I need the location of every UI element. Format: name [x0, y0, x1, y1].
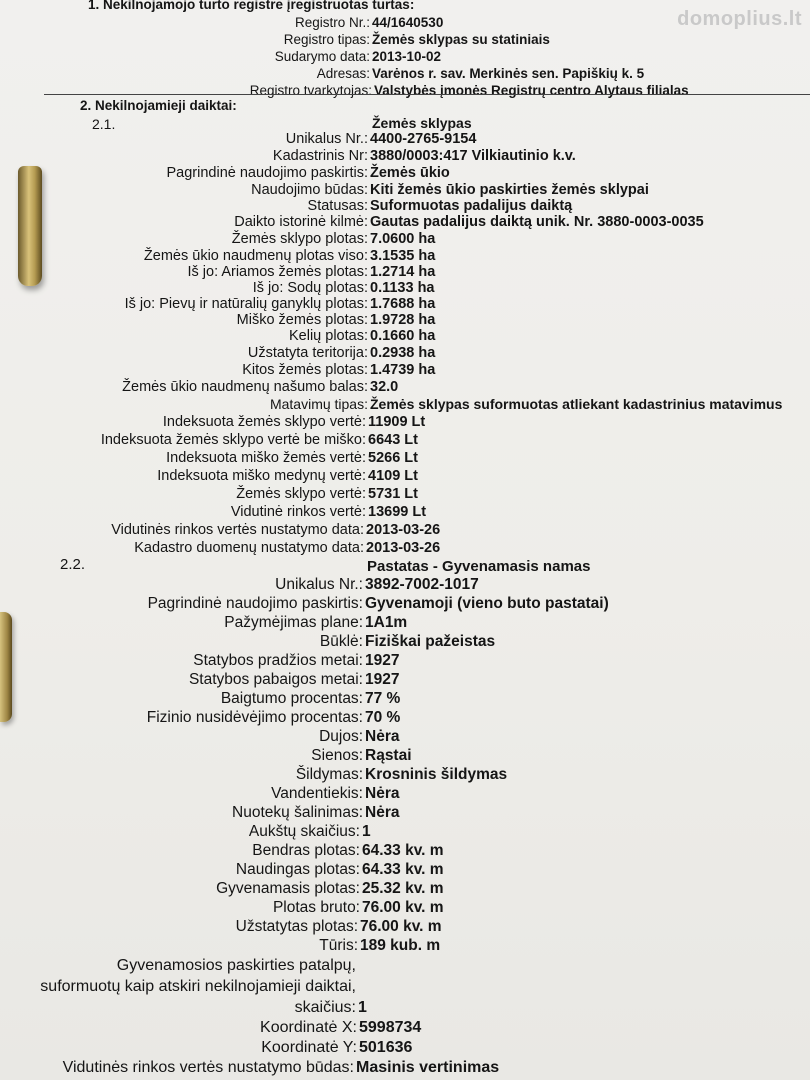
land-row — [0, 378, 810, 396]
land-row — [0, 327, 810, 345]
row-value: 76.00 kv. m — [362, 899, 444, 916]
building-row — [0, 575, 810, 594]
premises-line-2: suformuotų kaip atskiri nekilnojamieji daiktai, — [40, 978, 356, 995]
row-label: Nuotekų šalinimas: — [232, 804, 363, 821]
row-value: Krosninis šildymas — [365, 766, 508, 783]
row-label: Registro tvarkytojas: — [249, 83, 372, 98]
land-row — [0, 539, 810, 557]
row-value: 4400-2765-9154 — [370, 131, 477, 147]
row-label: Iš jo: Sodų plotas: — [252, 280, 368, 296]
row-label: Kadastro duomenų nustatymo data: — [134, 540, 364, 556]
watermark: domoplius.lt — [677, 8, 802, 30]
row-value: 1.7688 ha — [370, 296, 436, 312]
row-label: Koordinatė X: — [260, 1019, 357, 1036]
premises-line-1: Gyvenamosios paskirties patalpų, — [116, 957, 356, 974]
row-label: Kelių plotas: — [289, 328, 368, 344]
item-number: 2.2. — [60, 556, 86, 573]
row-label: Gyvenamasis plotas: — [216, 880, 360, 897]
row-label: Indeksuota miško medynų vertė: — [157, 468, 366, 484]
row-label: Tūris: — [319, 937, 358, 954]
land-row — [0, 147, 810, 165]
row-value: 64.33 kv. m — [362, 861, 444, 878]
building-row — [0, 689, 810, 708]
row-label: Registro tipas: — [283, 32, 370, 47]
row-value: Varėnos r. sav. Merkinės sen. Papiškių k. 5 — [372, 66, 645, 81]
row-label: Aukštų skaičius: — [248, 823, 360, 840]
row-label: Būklė: — [319, 633, 363, 650]
row-label: Fizinio nusidėvėjimo procentas: — [146, 709, 363, 726]
land-row — [0, 361, 810, 379]
row-label: Statusas: — [307, 198, 368, 214]
row-label: Daikto istorinė kilmė: — [234, 214, 368, 230]
row-label: Sudarymo data: — [274, 49, 370, 64]
registry-row — [0, 48, 810, 65]
row-value: 32.0 — [370, 379, 399, 395]
row-label: Vidutinė rinkos vertė: — [230, 504, 366, 520]
building-row — [0, 670, 810, 689]
row-label: Žemės ūkio naudmenų našumo balas: — [122, 379, 368, 395]
row-label: Matavimų tipas: — [269, 396, 368, 412]
divider-line — [44, 94, 810, 95]
row-label: Dujos: — [319, 728, 363, 745]
row-label: Plotas bruto: — [272, 899, 360, 916]
registry-row — [0, 14, 810, 31]
row-value: Nėra — [365, 804, 400, 821]
row-label: Vidutinės rinkos vertės nustatymo būdas: — [62, 1059, 354, 1076]
land-row — [0, 413, 810, 431]
row-label: Statybos pabaigos metai: — [188, 671, 363, 688]
row-label: Baigtumo procentas: — [220, 690, 363, 707]
land-row — [0, 344, 810, 362]
row-label: Pažymėjimas plane: — [224, 614, 363, 631]
row-value: 501636 — [359, 1039, 413, 1056]
row-value: Fiziškai pažeistas — [365, 633, 496, 650]
row-value: 2013-10-02 — [372, 49, 442, 64]
row-value: 1927 — [365, 671, 400, 688]
row-value: 0.2938 ha — [370, 345, 436, 361]
row-label: Žemės sklypo vertė: — [236, 486, 366, 502]
building-row — [0, 594, 810, 613]
row-label: Registro Nr.: — [294, 15, 370, 30]
building-row — [0, 860, 810, 879]
row-label: Unikalus Nr.: — [275, 576, 363, 593]
land-row — [0, 467, 810, 485]
row-value: 11909 Lt — [368, 414, 426, 430]
land-row — [0, 521, 810, 539]
item-number: 2.1. — [92, 116, 116, 132]
item-heading: Pastatas - Gyvenamasis namas — [367, 558, 591, 575]
row-value: 25.32 kv. m — [362, 880, 444, 897]
land-row — [0, 213, 810, 231]
building-row — [0, 841, 810, 860]
row-value: 0.1133 ha — [370, 280, 435, 296]
building-row — [0, 879, 810, 898]
row-value: 1 — [358, 999, 367, 1016]
row-label: Užstatytas plotas: — [235, 918, 358, 935]
row-label: Kitos žemės plotas: — [242, 362, 368, 378]
building-row — [0, 917, 810, 936]
row-label: Užstatyta teritorija: — [247, 345, 368, 361]
row-value: Žemės ūkio — [370, 165, 450, 181]
row-value: 70 % — [365, 709, 401, 726]
row-value: Kiti žemės ūkio paskirties žemės sklypai — [370, 182, 649, 198]
row-label: Vandentiekis: — [271, 785, 363, 802]
building-row — [0, 936, 810, 955]
row-value: 6643 Lt — [368, 432, 418, 448]
building-row — [0, 708, 810, 727]
row-value: 1927 — [365, 652, 400, 669]
registry-row — [0, 82, 810, 99]
row-value: Masinis vertinimas — [356, 1059, 500, 1076]
row-label: Kadastrinis Nr: — [272, 148, 368, 164]
row-value: 7.0600 ha — [370, 231, 436, 247]
land-row — [0, 130, 810, 148]
building-row — [0, 803, 810, 822]
building-row — [0, 1017, 810, 1038]
row-value: Gautas padalijus daiktą unik. Nr. 3880-0003-0035 — [370, 214, 704, 230]
building-row — [0, 651, 810, 670]
row-label: Šildymas: — [295, 766, 363, 783]
row-label: Pagrindinė naudojimo paskirtis: — [147, 595, 363, 612]
row-label: Pagrindinė naudojimo paskirtis: — [166, 165, 368, 181]
row-value: 3880/0003:417 Vilkiautinio k.v. — [370, 148, 576, 164]
row-label: Žemės sklypo plotas: — [231, 231, 368, 247]
row-label: Koordinatė Y: — [261, 1039, 357, 1056]
row-label: Bendras plotas: — [252, 842, 360, 859]
row-value: 1A1m — [365, 614, 408, 631]
registry-row — [0, 31, 810, 48]
row-value: 3892-7002-1017 — [365, 576, 479, 593]
premises-count-row — [0, 997, 810, 1018]
building-row — [0, 632, 810, 651]
item-heading: Žemės sklypas — [372, 115, 472, 131]
building-row — [0, 784, 810, 803]
row-value: Nėra — [365, 785, 400, 802]
row-value: 2013-03-26 — [366, 522, 441, 538]
row-label: Vidutinės rinkos vertės nustatymo data: — [111, 522, 364, 538]
building-row — [0, 1037, 810, 1058]
row-label: Iš jo: Ariamos žemės plotas: — [187, 264, 368, 280]
section-1-title: 1. Nekilnojamojo turto registre įregistruotas turtas: — [88, 0, 415, 12]
building-row — [0, 898, 810, 917]
land-row — [0, 503, 810, 521]
building-row — [0, 746, 810, 765]
row-value: Žemės sklypas su statiniais — [372, 32, 550, 47]
row-value: 13699 Lt — [368, 504, 427, 520]
land-row — [0, 164, 810, 182]
land-row — [0, 449, 810, 467]
land-row — [0, 395, 810, 413]
row-label: Indeksuota žemės sklypo vertė: — [162, 414, 366, 430]
building-row — [0, 765, 810, 784]
row-value: Gyvenamoji (vieno buto pastatai) — [365, 595, 609, 612]
row-value: 2013-03-26 — [366, 540, 441, 556]
binder-clip — [18, 166, 42, 286]
land-row — [0, 485, 810, 503]
row-value: 77 % — [365, 690, 401, 707]
row-value: 64.33 kv. m — [362, 842, 444, 859]
row-label: Unikalus Nr.: — [285, 131, 368, 147]
row-value: 44/1640530 — [372, 15, 444, 30]
row-label: Naudojimo būdas: — [251, 182, 368, 198]
row-label: Miško žemės plotas: — [236, 312, 368, 328]
row-label: Statybos pradžios metai: — [193, 652, 363, 669]
row-value: 5266 Lt — [368, 450, 418, 466]
row-value: 0.1660 ha — [370, 328, 436, 344]
binder-clip — [0, 612, 12, 722]
row-value: Rąstai — [365, 747, 412, 764]
row-label: Sienos: — [311, 747, 363, 764]
building-row — [0, 1057, 810, 1078]
row-label: Indeksuota miško žemės vertė: — [166, 450, 366, 466]
row-value: 189 kub. m — [360, 937, 441, 954]
row-value: 1.9728 ha — [370, 312, 436, 328]
row-value: 1.2714 ha — [370, 264, 436, 280]
row-label: skaičius: — [294, 999, 356, 1016]
row-value: 1 — [362, 823, 371, 840]
row-value: 5998734 — [359, 1019, 422, 1036]
row-value: 4109 Lt — [368, 468, 418, 484]
registry-row — [0, 65, 810, 82]
row-value: 1.4739 ha — [370, 362, 436, 378]
row-label: Indeksuota žemės sklypo vertė be miško: — [100, 432, 366, 448]
row-value: Suformuotas padalijus daiktą — [370, 198, 573, 214]
land-row — [0, 431, 810, 449]
building-row — [0, 727, 810, 746]
row-label: Adresas: — [316, 66, 370, 81]
row-label: Iš jo: Pievų ir natūralių ganyklų plotas: — [124, 296, 368, 312]
row-value: Nėra — [365, 728, 400, 745]
building-row — [0, 822, 810, 841]
row-value: 5731 Lt — [368, 486, 418, 502]
section-2-title: 2. Nekilnojamieji daiktai: — [80, 98, 237, 113]
row-value: Valstybės įmonės Registrų centro Alytaus filialas — [374, 83, 689, 98]
building-row — [0, 613, 810, 632]
row-label: Naudingas plotas: — [235, 861, 360, 878]
row-value: Žemės sklypas suformuotas atliekant kadastrinius matavimus — [370, 396, 783, 412]
row-value: 3.1535 ha — [370, 248, 436, 264]
land-row — [0, 230, 810, 248]
row-label: Žemės ūkio naudmenų plotas viso: — [143, 248, 368, 264]
row-value: 76.00 kv. m — [360, 918, 442, 935]
